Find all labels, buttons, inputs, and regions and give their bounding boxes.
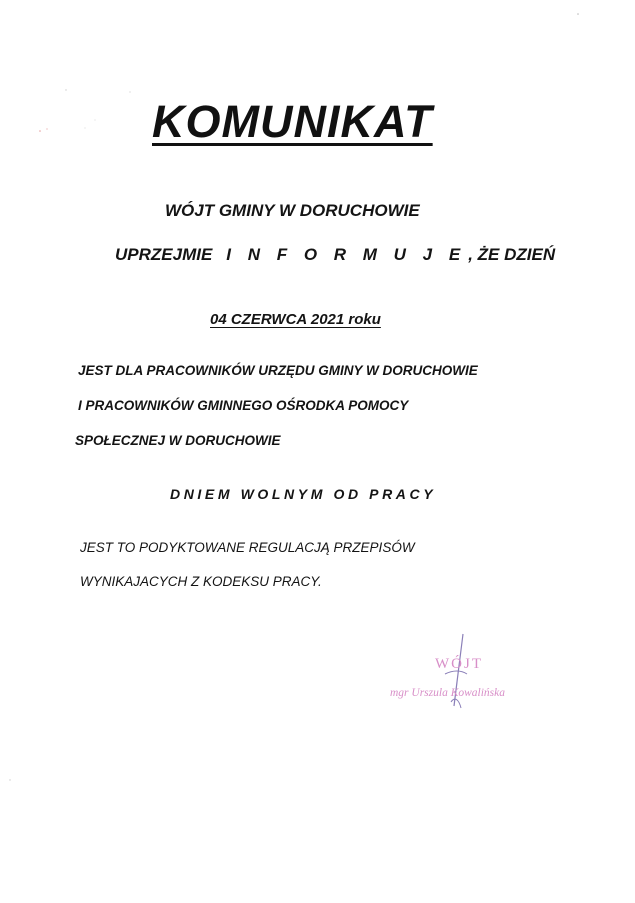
signature-mark (375, 630, 535, 720)
informs-heading (115, 245, 555, 265)
issuer-heading: WÓJT GMINY W DORUCHOWIE (165, 201, 420, 220)
informs-prefix: UPRZEJMIE (115, 245, 213, 264)
informs-spaced: I N F O R M U J E (226, 245, 467, 264)
official-stamp (375, 630, 535, 720)
stamp-name: mgr Urszula Kowalińska (390, 687, 506, 699)
note-line-1: JEST TO PODYKTOWANE REGULACJĄ PRZEPISÓW (80, 540, 415, 555)
announcement-date: 04 CZERWCA 2021 roku (210, 311, 381, 328)
body-line-3: SPOŁECZNEJ W DORUCHOWIE (75, 433, 281, 448)
note-line-2: WYNIKAJACYCH Z KODEKSU PRACY. (80, 574, 322, 589)
document-title: KOMUNIKAT (152, 96, 433, 147)
body-line-1: JEST DLA PRACOWNIKÓW URZĘDU GMINY W DORUCHOWIE (78, 363, 478, 378)
stamp-title: WÓJT (435, 656, 483, 672)
free-day-statement: DNIEM WOLNYM OD PRACY (170, 486, 437, 502)
informs-suffix: , ŻE DZIEŃ (468, 245, 556, 264)
body-line-2: I PRACOWNIKÓW GMINNEGO OŚRODKA POMOCY (78, 398, 409, 413)
